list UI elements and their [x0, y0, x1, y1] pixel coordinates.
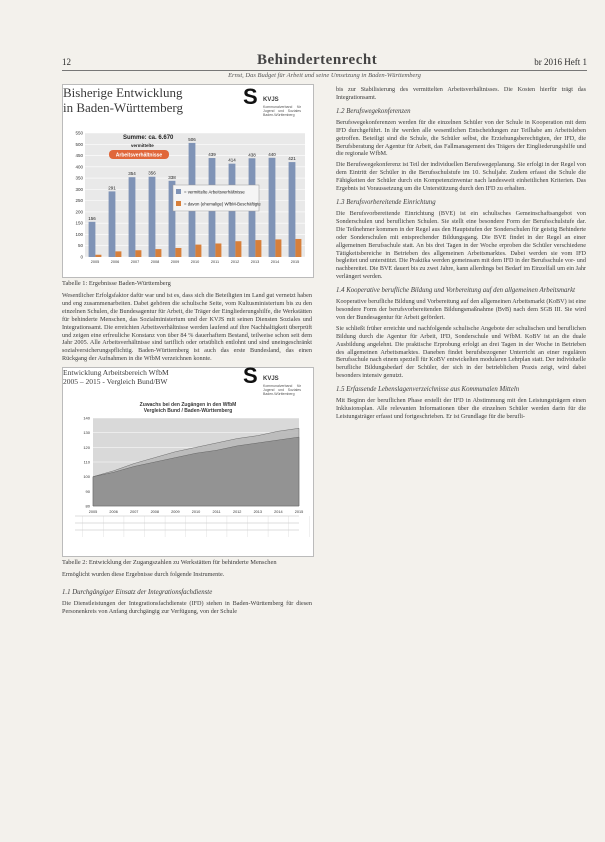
y-tick-label: 80	[85, 503, 90, 509]
legend-label-2: = davon (ehemalige) WfbM-Beschäftigte	[184, 201, 261, 207]
y-tick-label: 150	[75, 220, 83, 226]
left-paragraph-3: Die Dienstleistungen der Integrationsfachdienste (IFD) stehen in Baden-Württemberg für diesen Personenkreis von Anfang durchgängig zur Verfügung, von der Schule	[62, 600, 312, 615]
x-tick-label: 2015	[290, 260, 300, 264]
y-tick-label: 100	[83, 474, 90, 480]
right-paragraph-7: Mit Beginn der beruflichen Phase erstellt der IFD in Abstimmung mit den Leistungsträgern einen Inklusionsplan. Alle relevanten Informationen über die einzelnen Schüler werden darin für die Leistungsträger erfasst und fortgeschrieben. Er ist Grundlage für die berufli-	[336, 397, 586, 420]
figure-2-title-line2: 2005 – 2015 - Vergleich Bund/BW	[63, 377, 168, 387]
chart-1	[63, 125, 311, 275]
figure-2-title-line1: Entwicklung Arbeitsbereich WfbM	[63, 368, 169, 378]
y-tick-label: 100	[75, 231, 83, 237]
x-tick-label: 2012	[230, 260, 240, 264]
bar-arbeitsverhaeltnisse	[89, 222, 96, 257]
section-heading-1-5: 1.5 Erfassende Lebenslagenverzeichnisse aus Kommunalen Mitteln	[336, 386, 520, 394]
data-label: 156	[88, 215, 96, 221]
y-tick-label: 200	[75, 209, 83, 215]
chart-2-title-2: Vergleich Bund / Baden-Württemberg	[143, 408, 233, 415]
bar-wfbm-beschaeftigte	[175, 248, 181, 257]
x-tick-label: 2013	[253, 510, 263, 515]
bar-arbeitsverhaeltnisse	[149, 177, 156, 257]
x-tick-label: 2006	[109, 510, 118, 515]
issue-label: br 2016 Heft 1	[534, 57, 587, 67]
x-tick-label: 2012	[232, 510, 242, 515]
right-column	[336, 86, 586, 424]
bar-wfbm-beschaeftigte	[155, 249, 161, 257]
y-tick-label: 300	[75, 186, 83, 192]
data-label: 421	[288, 156, 296, 162]
right-paragraph-6: Sie schließt früher erreichte und nachfolgende schulische Angebote der schulischen und beruflichen Bildung durch die Agentur für Arbeit, IFD, Sonderschule und WfbM. KoBV ist an die duale Ausbildung angelehnt. Die praktische Erprobung erfolgt an drei Tagen in der Woche in Betrieben des allgemeinen Arbeitsmarktes. Daneben findet berufsbezogener Unterricht an einer regulären Berufsschule nach einem speziell für KoBV entwickelten modularen Lehrplan statt. Der individuelle berufliche Bildungsbedarf der Schüler, der sich in der betrieblichen Praxis zeigt, wird dabei besonders intensiv genutzt.	[336, 324, 586, 380]
right-paragraph-3: Die Berufswegekonferenz ist Teil der individuellen Berufswegeplanung. Sie erfolgt in der Regel von dem Eintritt der Schüler in die Berufsschulstufe im 10. Schuljahr. Zudem erfasst die Schule die Fähigkeiten der Schüler durch ein Kompetenzinventar nach landesweit einheitlichen Kriterien. Das Ergebnis ist Voraussetzung um die Unterstützung durch den IFD zu erhalten.	[336, 161, 586, 193]
x-tick-label: 2009	[171, 510, 180, 515]
left-column	[62, 84, 312, 619]
figure-2: Entwicklung Arbeitsbereich WfbM 2005 – 2015 - Vergleich Bund/BW S KVJS Kommunalverband für Jugend und Soziales Baden-Württemberg Zuwachs bei den Zugängen in den WfbM Vergleich Bund / Baden-Württemberg 80 90 100 110 120 130 140 2005 2006 2007 2008 2009 2010 2011 2012 2013 2014 2015	[62, 367, 314, 557]
y-tick-label: 550	[75, 130, 83, 136]
left-paragraph-1: Wesentlicher Erfolgsfaktor dafür war und ist es, dass sich die Beteiligten im Land gut vernetzt haben und eng zusammenarbeiten. Dabei gehören die schulische Seite, vom Kultusministerium bis zu den einzelnen Schulen, die Bundesagentur für Arbeit, die Träger der Eingliederungshilfe, die Werkstätten für behinderte Menschen, das Sozialministerium und der KVJS mit seinen Diensten Soziales und Integrationsamt. Die erreichten Arbeitsverhältnisse werden laufend auf ihre Nachhaltigkeit überprüft und zeigen eine erfreuliche Konstanz von über 84 % dauerhaftem Bestand, teilweise schon seit dem Jahr 2005. Alle Arbeitsverhältnisse sind tariflich oder ortsüblich entlohnt und sind uneingeschränkt sozialversicherungspflichtig. Baden-Württemberg ist auch das erste Bundesland, das einen Rückgang der Aufnahmen in die WfbM verzeichnen konnte.	[62, 292, 312, 363]
figure-1-title-line1: Bisherige Entwicklung	[63, 85, 183, 100]
bar-wfbm-beschaeftigte	[235, 241, 241, 257]
bar-wfbm-beschaeftigte	[95, 255, 101, 257]
x-tick-label: 2010	[191, 510, 201, 515]
section-heading-1-1: 1.1 Durchgängiger Einsatz der Integrationsfachdienste	[62, 589, 213, 597]
article-subtitle: Ernst, Das Budget für Arbeit und seine Umsetzung in Baden-Württemberg	[228, 72, 421, 79]
y-tick-label: 450	[75, 153, 83, 159]
y-tick-label: 250	[75, 198, 83, 204]
figure-1-title-line2: in Baden-Württemberg	[63, 100, 183, 115]
x-tick-label: 2014	[274, 510, 283, 515]
page-header	[62, 52, 587, 71]
page-number: 12	[62, 57, 71, 67]
y-tick-label: 90	[85, 488, 90, 494]
section-heading-1-4: 1.4 Kooperative berufliche Bildung und Vorbereitung auf den allgemeinen Arbeitsmarkt	[336, 287, 575, 295]
y-tick-label: 350	[75, 175, 83, 181]
x-tick-label: 2007	[130, 260, 140, 264]
data-label: 438	[248, 152, 256, 158]
total-label: Summe: ca. 6.670	[123, 135, 174, 141]
bar-wfbm-beschaeftigte	[215, 243, 221, 257]
data-label: 338	[168, 174, 176, 180]
bar-arbeitsverhaeltnisse	[109, 191, 116, 257]
legend-swatch-1	[176, 189, 181, 194]
x-tick-label: 2010	[190, 260, 200, 264]
y-tick-label: 120	[83, 444, 90, 450]
x-tick-label: 2006	[110, 260, 120, 264]
chart-2	[63, 414, 311, 554]
bar-arbeitsverhaeltnisse	[269, 158, 276, 257]
bar-wfbm-beschaeftigte	[255, 240, 261, 257]
journal-title: Behindertenrecht	[257, 52, 378, 68]
data-label: 439	[208, 152, 216, 158]
bar-wfbm-beschaeftigte	[275, 239, 281, 257]
y-tick-label: 130	[83, 430, 90, 436]
data-label: 356	[148, 170, 156, 176]
right-paragraph-2: Berufswegekonferenzen werden für die einzelnen Schüler von der Schule in Kooperation mit dem IFD durchgeführt. In ihr werden alle wesentlichen Entscheidungen zur Teilhabe am Arbeitsleben getroffen. Beteiligt sind die Schule, die Schüler selbst, die Erziehungsberechtigten, der IFD, die Berufsberatung der Agentur für Arbeit, das Fallmanagement des Trägers der Eingliederungshilfe und die regionale WfbM.	[336, 118, 586, 158]
section-heading-1-2: 1.2 Berufswegekonferenzen	[336, 107, 411, 115]
legend-swatch-2	[176, 201, 181, 206]
y-tick-label: 110	[83, 459, 90, 465]
x-tick-label: 2008	[150, 510, 160, 515]
legend-label-1: = vermittelte Arbeitsverhältnisse	[184, 189, 245, 195]
right-paragraph-5: Kooperative berufliche Bildung und Vorbereitung auf den allgemeinen Arbeitsmarkt (KoBV) ist eine besondere Form der berufsvorbereitenden Bildungsmaßnahme (BvB) nach dem SGB III. Sie wird von der Bundesagentur für Arbeit gefördert.	[336, 298, 586, 321]
y-tick-label: 500	[75, 141, 83, 147]
x-tick-label: 2013	[250, 260, 260, 264]
figure-1-caption: Tabelle 1: Ergebnisse Baden-Württemberg	[62, 280, 171, 287]
x-tick-label: 2005	[88, 510, 98, 515]
right-paragraph-4: Die Berufsvorbereitende Einrichtung (BVE) ist ein schulisches Gemeinschaftsangebot von Sonderschulen und beruflichen Schulen. Sie stellt eine besondere Form der Berufsschulstufe dar. Die Teilnehmer kommen in der Regel aus den Hauptstufen der Sonderschulen für geistig Behinderte oder Sonderschulen mit entsprechender Bildungsgang. Die BVE findet in der Regel an einer allgemeinen Berufsschule statt. An bis drei Tagen in der Woche erproben die Schüler verschiedene Tätigkeitsbereiche in Betrieben des allgemeinen Arbeitsmarktes. Dabei werden sie vom IFD begleitet und unterstützt. Die Praktika werden gemeinsam mit dem IFD in der Berufsschule vor- und nachbereitet. Die BVE dauert bis zu zwei Jahre, kann allerdings bei Bedarf im Einzelfall um ein Jahr verlängert werden.	[336, 209, 586, 281]
x-tick-label: 2015	[294, 510, 304, 515]
bar-wfbm-beschaeftigte	[295, 239, 301, 257]
x-tick-label: 2008	[150, 260, 160, 264]
callout-top: vermittelte	[131, 143, 154, 148]
x-tick-label: 2011	[210, 260, 220, 264]
x-tick-label: 2011	[212, 510, 221, 515]
y-tick-label: 400	[75, 164, 83, 170]
y-tick-label: 0	[80, 254, 83, 260]
bar-wfbm-beschaeftigte	[195, 245, 201, 257]
figure-1: Bisherige Entwicklung in Baden-Württemberg S KVJS Kommunalverband für Jugend und Soziales Baden-Württemberg 0 50 100 150 200 250 300 350 400 450 500 550 156 2005 291 2006 354 2007 356 2008 338 2009 506 2010 439 2011 414 2012 438 2013 440 2014 421 2015 Summe: ca. 6.670 vermittelte Arbeitsverhältnisse = vermittelte Arbeitsverhältnisse = davon (ehemalige) WfbM-Beschäftigte	[62, 84, 314, 278]
bar-wfbm-beschaeftigte	[135, 250, 141, 257]
y-tick-label: 50	[77, 243, 83, 249]
y-tick-label: 140	[83, 415, 90, 421]
section-heading-1-3: 1.3 Berufsvorbereitende Einrichtung	[336, 198, 436, 206]
bar-arbeitsverhaeltnisse	[129, 177, 136, 257]
right-paragraph-1: bis zur Stabilisierung des vermittelten Arbeitsverhältnisses. Die Kosten hierfür trägt das Integrationsamt.	[336, 86, 586, 101]
left-paragraph-2: Ermöglicht wurden diese Ergebnisse durch folgende Instrumente.	[62, 571, 225, 579]
chart-2-title-1: Zuwachs bei den Zugängen in den WfbM	[139, 402, 237, 409]
data-label: 506	[188, 136, 196, 142]
data-label: 354	[128, 171, 136, 177]
callout-main: Arbeitsverhältnisse	[115, 152, 163, 159]
data-label: 414	[228, 157, 236, 163]
data-label: 291	[108, 185, 116, 191]
x-tick-label: 2014	[270, 260, 280, 264]
x-tick-label: 2005	[90, 260, 100, 264]
x-tick-label: 2007	[129, 510, 139, 515]
bar-wfbm-beschaeftigte	[115, 251, 121, 257]
bar-arbeitsverhaeltnisse	[289, 162, 296, 257]
data-label: 440	[268, 151, 276, 157]
x-tick-label: 2009	[170, 260, 180, 264]
figure-2-caption: Tabelle 2: Entwicklung der Zugangszahlen zu Werkstätten für behinderte Menschen	[62, 559, 277, 567]
